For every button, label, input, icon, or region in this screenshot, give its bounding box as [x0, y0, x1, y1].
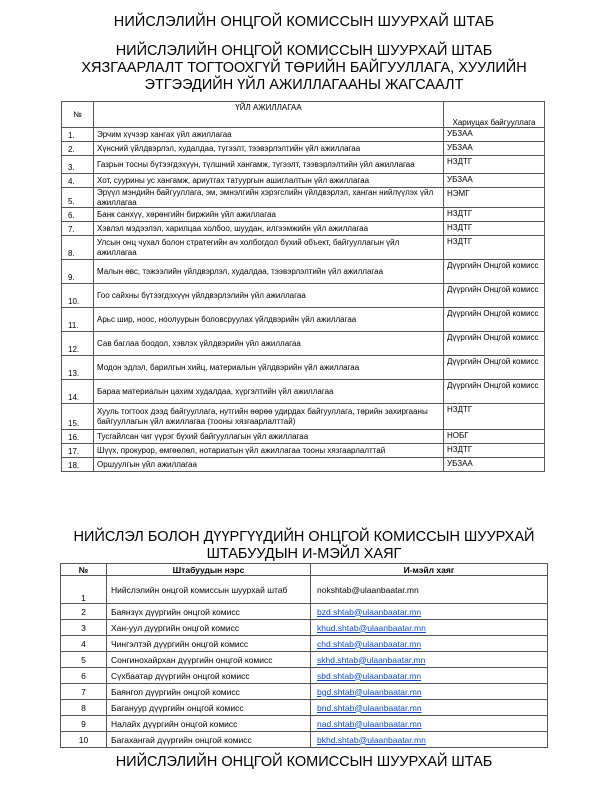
col-email-header: И-мэйл хаяг: [311, 564, 548, 576]
row-responsible: НЭМГ: [444, 188, 545, 208]
table-row: [61, 620, 548, 636]
row-responsible: НЗДТГ: [444, 208, 545, 222]
row-responsible: УБЗАА: [444, 142, 545, 156]
document-title: [0, 43, 608, 94]
table-row: [61, 716, 548, 732]
row-responsible: НЗДТГ: [444, 404, 545, 430]
row-number: 10: [61, 732, 107, 748]
row-responsible: УБЗАА: [444, 458, 545, 472]
email-link[interactable]: skhd.shtab@ulaanbaatar.mn: [317, 654, 426, 665]
row-email-cell[interactable]: [311, 636, 548, 652]
row-activity: Улсын онц чухал болон стратегийн ач холбогдол бүхий объект, байгууллагын үйл ажиллагаа: [94, 236, 444, 260]
row-number: 4.: [62, 174, 94, 188]
table-row: [61, 700, 548, 716]
row-number: 8.: [62, 236, 94, 260]
row-activity: Малын өвс, тэжээлийн үйлдвэрлэл, худалдаа, тээвэрлэлтийн үйл ажиллагаа: [94, 260, 444, 284]
activity-table-body: [62, 128, 545, 472]
table-row: [62, 332, 545, 356]
row-number: 5.: [62, 188, 94, 208]
row-number: 2: [61, 604, 107, 620]
row-responsible: НОБГ: [444, 430, 545, 444]
table-row: [61, 636, 548, 652]
row-number: 11.: [62, 308, 94, 332]
row-number: 17.: [62, 444, 94, 458]
email-table-body: [61, 576, 548, 748]
row-activity: Тусгайлсан чиг үүрэг бүхий байгууллагын үйл ажиллагаа: [94, 430, 444, 444]
table-row: [61, 684, 548, 700]
row-number: 5: [61, 652, 107, 668]
row-staff-name: Налайх дүүргийн онцгой комисс: [107, 716, 311, 732]
row-staff-name: Баянзүх дүүргийн онцгой комисс: [107, 604, 311, 620]
row-responsible: Дүүргийн Онцгой комисс: [444, 332, 545, 356]
row-email-cell[interactable]: [311, 604, 548, 620]
col-name-header: Штабуудын нэрс: [107, 564, 311, 576]
table-row: [62, 260, 545, 284]
row-responsible: УБЗАА: [444, 174, 545, 188]
row-number: 6.: [62, 208, 94, 222]
row-activity: Арьс шир, ноос, ноолуурын боловсруулах үйлдвэрийн үйл ажиллагаа: [94, 308, 444, 332]
row-number: 16.: [62, 430, 94, 444]
row-activity: Хэвлэл мэдээлэл, харилцаа холбоо, шуудан, илгээмжийн үйл ажиллагаа: [94, 222, 444, 236]
row-staff-name: Баянгол дүүргийн онцгой комисс: [107, 684, 311, 700]
row-number: 13.: [62, 356, 94, 380]
row-email-cell[interactable]: [311, 668, 548, 684]
table-row: [62, 208, 545, 222]
row-staff-name: Сонгинохайрхан дүүргийн онцгой комисс: [107, 652, 311, 668]
col-resp-header: Хариуцах байгууллага: [444, 102, 545, 128]
email-link[interactable]: bkhd.shtab@ulaanbaatar.mn: [317, 734, 426, 745]
table-row: [62, 284, 545, 308]
row-staff-name: Сүхбаатар дүүргийн онцгой комисс: [107, 668, 311, 684]
email-title-line-2: ШТАБУУДЫН И-МЭЙЛ ХАЯГ: [206, 546, 402, 562]
table-row: [62, 188, 545, 208]
row-activity: Банк санхүү, хөрөнгийн биржийн үйл ажиллагаа: [94, 208, 444, 222]
row-activity: Хот, суурины ус хангамж, ариутгах татуургын ашиглалтын үйл ажиллагаа: [94, 174, 444, 188]
row-staff-name: Хан-уул дүүргийн онцгой комисс: [107, 620, 311, 636]
row-number: 6: [61, 668, 107, 684]
email-link[interactable]: bnd.shtab@ulaanbaatar.mn: [317, 702, 422, 713]
row-email-cell[interactable]: [311, 620, 548, 636]
email-link[interactable]: nad.shtab@ulaanbaatar.mn: [317, 718, 422, 729]
row-activity: Хууль тогтоох дээд байгууллага, нутгийн өөрөө удирдах байгууллага, төрийн захиргааны байгууллагын үйл ажиллагаа (тооны хязгаарлалттай): [94, 404, 444, 430]
row-number: 18.: [62, 458, 94, 472]
activity-table-header: [62, 102, 545, 128]
table-row: [62, 142, 545, 156]
email-table-header: [61, 564, 548, 576]
table-row: [61, 576, 548, 604]
row-number: 1.: [62, 128, 94, 142]
row-email-cell[interactable]: [311, 716, 548, 732]
table-row: [62, 222, 545, 236]
row-number: 1: [61, 576, 107, 604]
table-row: [61, 652, 548, 668]
table-row: [62, 236, 545, 260]
email-link[interactable]: chd.shtab@ulaanbaatar.mn: [317, 638, 422, 649]
row-responsible: НЗДТГ: [444, 222, 545, 236]
table-row: [62, 128, 545, 142]
row-email-cell[interactable]: [311, 700, 548, 716]
row-activity: Газрын тосны бүтээгдэхүүн, түлшний хангамж, түгээлт, тээвэрлэлтийн үйл ажиллагаа: [94, 156, 444, 174]
email-link[interactable]: bgd.shtab@ulaanbaatar.mn: [317, 686, 422, 697]
email-title-line-1: НИЙСЛЭЛ БОЛОН ДҮҮРГҮҮДИЙН ОНЦГОЙ КОМИССЫН ШУУРХАЙ: [73, 529, 535, 545]
page-header: НИЙСЛЭЛИЙН ОНЦГОЙ КОМИССЫН ШУУРХАЙ ШТАБ: [113, 14, 495, 30]
row-number: 15.: [62, 404, 94, 430]
row-number: 3.: [62, 156, 94, 174]
email-link[interactable]: khud.shtab@ulaanbaatar.mn: [317, 622, 426, 633]
row-responsible: Дүүргийн Онцгой комисс: [444, 260, 545, 284]
row-number: 2.: [62, 142, 94, 156]
row-email-cell[interactable]: [311, 652, 548, 668]
title-line-2: ХЯЗГААРЛАЛТ ТОГТООХГҮЙ ТӨРИЙН БАЙГУУЛЛАГА, ХУУЛИЙН: [81, 60, 527, 76]
row-responsible: Дүүргийн Онцгой комисс: [444, 284, 545, 308]
row-activity: Хүнсний үйлдвэрлэл, худалдаа, түгээлт, тээвэрлэлтийн үйл ажиллагаа: [94, 142, 444, 156]
row-number: 4: [61, 636, 107, 652]
col-activity-header: ҮЙЛ АЖИЛЛАГАА: [94, 102, 444, 128]
row-email-cell[interactable]: [311, 732, 548, 748]
row-responsible: Дүүргийн Онцгой комисс: [444, 308, 545, 332]
row-staff-name: Чингэлтэй дүүргийн онцгой комисс: [107, 636, 311, 652]
table-row: [61, 668, 548, 684]
row-responsible: Дүүргийн Онцгой комисс: [444, 380, 545, 404]
row-number: 7.: [62, 222, 94, 236]
row-responsible: УБЗАА: [444, 128, 545, 142]
row-activity: Гоо сайхны бүтээгдэхүүн үйлдвэрлэлийн үйл ажиллагаа: [94, 284, 444, 308]
row-email-cell[interactable]: [311, 684, 548, 700]
email-link[interactable]: bzd.shtab@ulaanbaatar.mn: [317, 606, 422, 617]
row-activity: Модон эдлэл, барилгын хийц, материалын үйлдвэрийн үйл ажиллагаа: [94, 356, 444, 380]
row-staff-name: Багахангай дүүргийн онцгой комисс: [107, 732, 311, 748]
page-footer: НИЙСЛЭЛИЙН ОНЦГОЙ КОМИССЫН ШУУРХАЙ ШТАБ: [115, 754, 493, 770]
row-responsible: НЗДТГ: [444, 156, 545, 174]
row-activity: Сав баглаа боодол, хэвлэх үйлдвэрийн үйл ажиллагаа: [94, 332, 444, 356]
table-row: [62, 156, 545, 174]
row-activity: Бараа материалын цахим худалдаа, хүргэлтийн үйл ажиллагаа: [94, 380, 444, 404]
row-staff-name: Нийслэлийн онцгой комиссын шуурхай штаб: [107, 576, 311, 604]
row-number: 9.: [62, 260, 94, 284]
table-row: [62, 444, 545, 458]
table-row: [62, 404, 545, 430]
row-number: 14.: [62, 380, 94, 404]
row-staff-name: Багануур дүүргийн онцгой комисс: [107, 700, 311, 716]
row-email-cell: nokshtab@ulaanbaatar.mn: [311, 576, 548, 604]
col-num-header: №: [62, 102, 94, 128]
table-row: [62, 308, 545, 332]
title-line-1: НИЙСЛЭЛИЙН ОНЦГОЙ КОМИССЫН ШУУРХАЙ ШТАБ: [115, 43, 493, 59]
row-responsible: НЗДТГ: [444, 444, 545, 458]
table-row: [61, 732, 548, 748]
row-number: 8: [61, 700, 107, 716]
row-number: 12.: [62, 332, 94, 356]
table-row: [62, 356, 545, 380]
activity-table: [61, 101, 545, 472]
email-section-title: [0, 529, 608, 563]
title-line-3: ЭТГЭЭДИЙН ҮЙЛ АЖИЛЛАГААНЫ ЖАГСААЛТ: [144, 77, 464, 93]
email-link[interactable]: sbd.shtab@ulaanbaatar.mn: [317, 670, 422, 681]
row-number: 9: [61, 716, 107, 732]
row-activity: Эрчим хүчээр хангах үйл ажиллагаа: [94, 128, 444, 142]
row-number: 10.: [62, 284, 94, 308]
row-activity: Эрүүл мэндийн байгууллага, эм, эмнэлгийн хэрэгслийн үйлдвэрлэл, ханган нийлүүлэх үйл ажиллагаа: [94, 188, 444, 208]
table-row: [61, 604, 548, 620]
row-number: 3: [61, 620, 107, 636]
email-table: [60, 563, 548, 748]
table-row: [62, 458, 545, 472]
row-number: 7: [61, 684, 107, 700]
row-activity: Оршуулгын үйл ажиллагаа: [94, 458, 444, 472]
row-activity: Шүүх, прокурор, өмгөөлөл, нотариатын үйл ажиллагаа тооны хязгаарлалттай: [94, 444, 444, 458]
col-num-header: №: [61, 564, 107, 576]
row-responsible: Дүүргийн Онцгой комисс: [444, 356, 545, 380]
table-row: [62, 430, 545, 444]
table-row: [62, 380, 545, 404]
row-responsible: НЗДТГ: [444, 236, 545, 260]
table-row: [62, 174, 545, 188]
